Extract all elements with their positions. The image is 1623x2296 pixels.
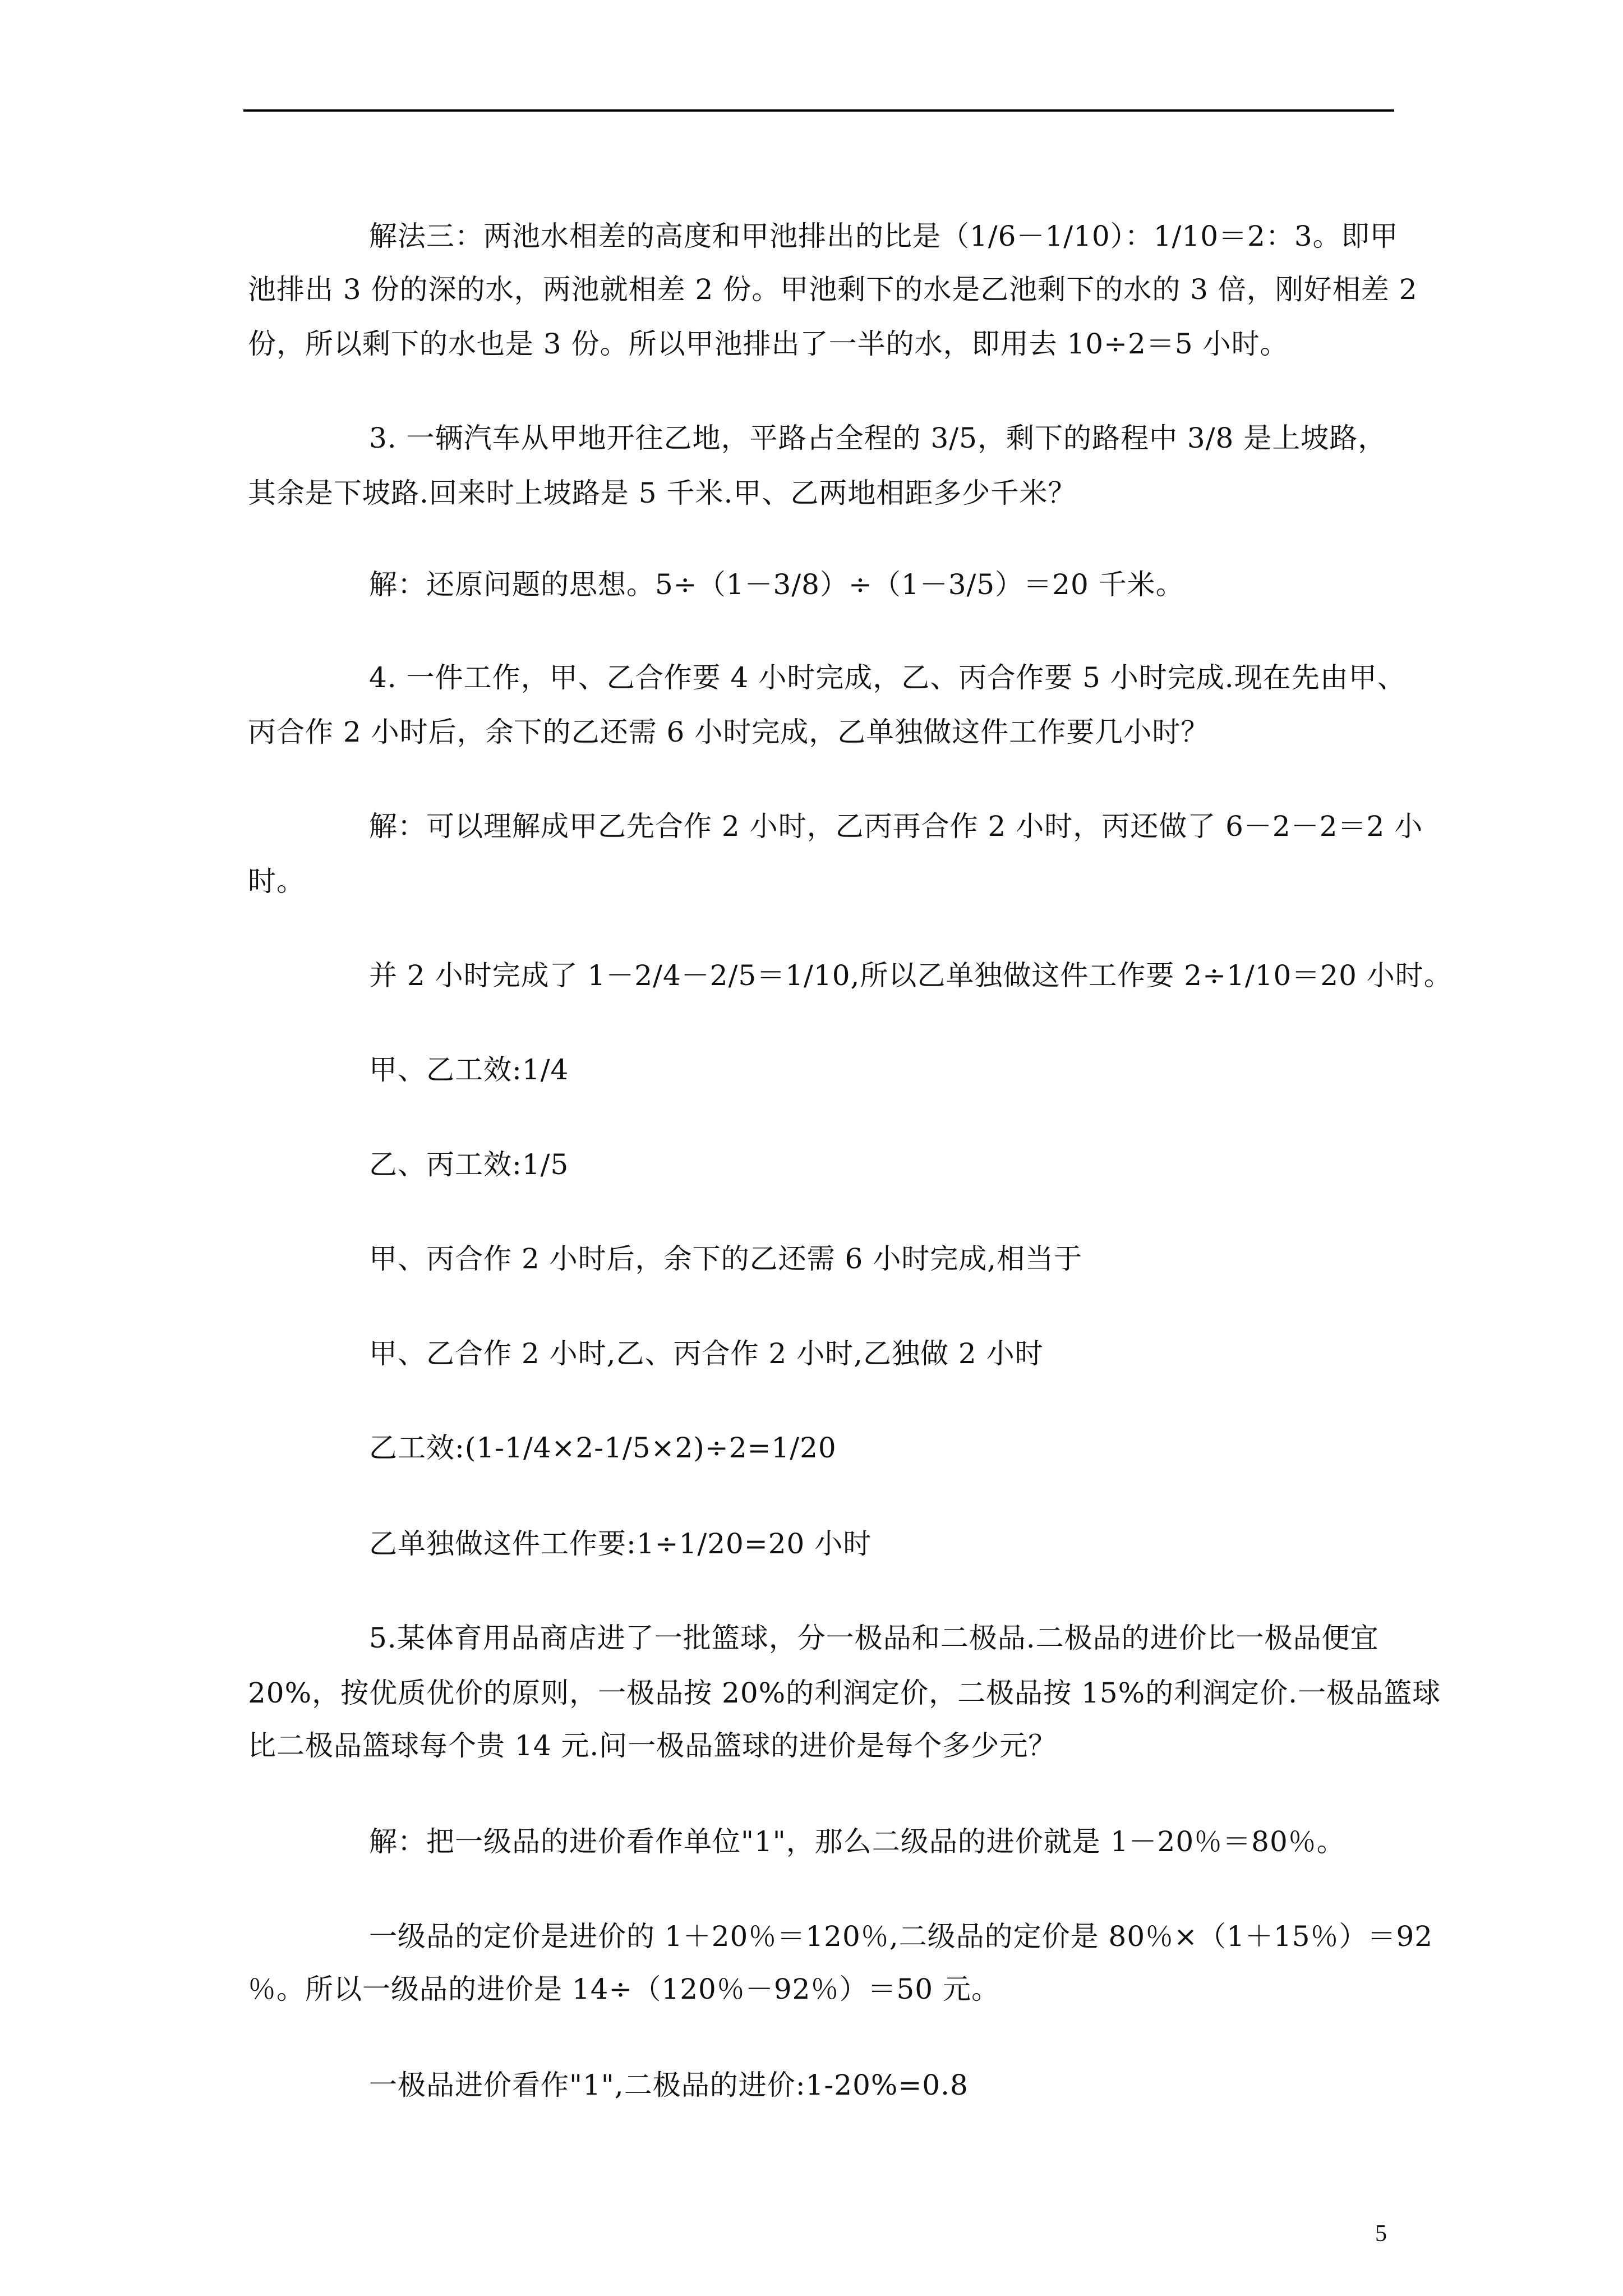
text-line: 5.某体育用品商店进了一批篮球，分一极品和二极品.二极品的进价比一极品便宜 — [369, 1622, 1379, 1654]
text-line: 乙、丙工效:1/5 — [369, 1148, 569, 1181]
text-line: 其余是下坡路.回来时上坡路是 5 千米.甲、乙两地相距多少千米？ — [248, 477, 1077, 509]
text-line: 一极品进价看作"1",二极品的进价:1-20%=0.8 — [369, 2069, 969, 2101]
text-line: 乙工效:(1-1/4×2-1/5×2)÷2=1/20 — [369, 1432, 837, 1464]
text-line: 解法三：两池水相差的高度和甲池排出的比是（1/6－1/10）：1/10＝2：3。即甲 — [369, 220, 1399, 252]
text-line: 解：可以理解成甲乙先合作 2 小时，乙丙再合作 2 小时，丙还做了 6－2－2＝2 小 — [369, 810, 1423, 843]
text-line: 并 2 小时完成了 1－2/4－2/5＝1/10,所以乙单独做这件工作要 2÷1/10＝20 小时。 — [369, 959, 1453, 992]
text-line: 甲、丙合作 2 小时后，余下的乙还需 6 小时完成,相当于 — [369, 1243, 1083, 1275]
text-line: 比二极品篮球每个贵 14 元.问一极品篮球的进价是每个多少元？ — [248, 1729, 1057, 1762]
text-line: 份，所以剩下的水也是 3 份。所以甲池排出了一半的水，即用去 10÷2＝5 小时。 — [248, 328, 1289, 360]
text-line: 甲、乙合作 2 小时,乙、丙合作 2 小时,乙独做 2 小时 — [369, 1337, 1044, 1370]
text-line: 乙单独做这件工作要:1÷1/20=20 小时 — [369, 1527, 872, 1560]
text-line: 丙合作 2 小时后，余下的乙还需 6 小时完成，乙单独做这件工作要几小时？ — [248, 716, 1210, 748]
text-line: 甲、乙工效:1/4 — [369, 1053, 569, 1086]
text-line: 池排出 3 份的深的水，两池就相差 2 份。甲池剩下的水是乙池剩下的水的 3 倍，刚好相差 2 — [248, 273, 1418, 306]
text-line: ％。所以一级品的进价是 14÷（120％－92％）＝50 元。 — [248, 1973, 1000, 2005]
page-number: 5 — [1375, 2221, 1387, 2247]
text-line: 时。 — [248, 865, 305, 898]
text-line: 3. 一辆汽车从甲地开往乙地，平路占全程的 3/5，剩下的路程中 3/8 是上坡路， — [369, 422, 1387, 454]
text-line: 4. 一件工作，甲、乙合作要 4 小时完成，乙、丙合作要 5 小时完成.现在先由甲、 — [369, 661, 1406, 694]
text-line: 一级品的定价是进价的 1＋20％＝120％,二级品的定价是 80％×（1＋15％）＝92 — [369, 1920, 1433, 1953]
text-line: 20%，按优质优价的原则，一极品按 20%的利润定价，二极品按 15%的利润定价.一极品篮球 — [248, 1677, 1441, 1709]
text-line: 解：还原问题的思想。5÷（1－3/8）÷（1－3/5）＝20 千米。 — [369, 568, 1184, 601]
header-rule — [243, 109, 1394, 112]
text-line: 解：把一级品的进价看作单位"1"，那么二级品的进价就是 1－20％＝80％。 — [369, 1825, 1345, 1858]
